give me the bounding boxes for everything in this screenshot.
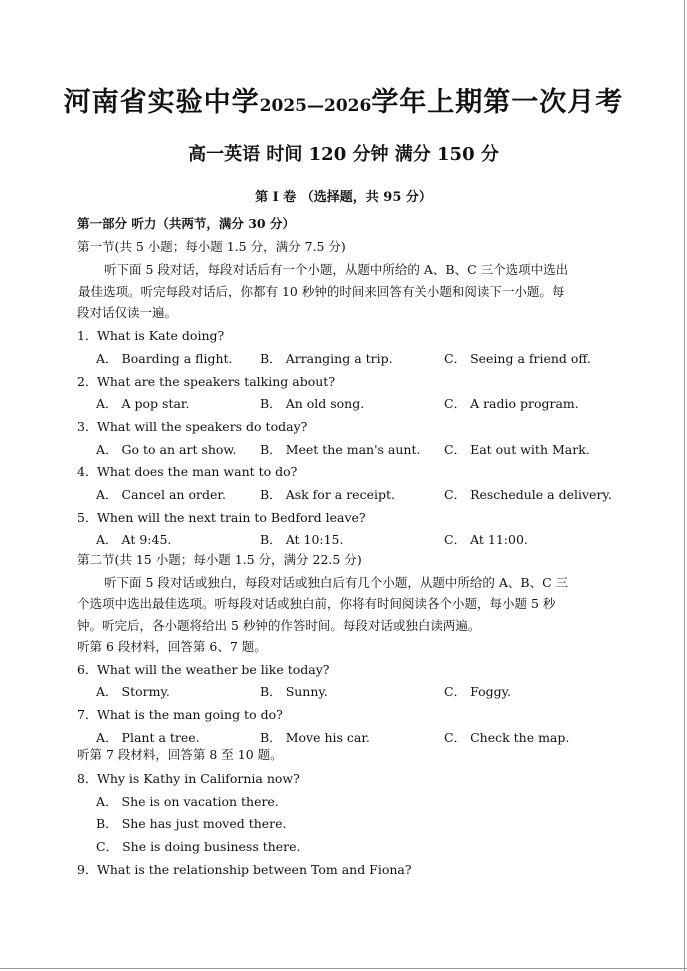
- section1-instruction-line: 听下面 5 段对话，每段对话后有一个小题，从题中所给的 A、B、C 三个选项中选出: [104, 262, 569, 277]
- option-b: B． An old song.: [260, 396, 365, 411]
- question-number: 7．: [77, 707, 98, 722]
- option-c: C． A radio program.: [444, 396, 579, 411]
- title-prefix: 河南省实验中学: [63, 87, 260, 118]
- question-text: What will the speakers do today?: [97, 419, 308, 434]
- exam-subtitle: 高一英语 时间 120 分钟 满分 150 分: [188, 144, 499, 165]
- question-number: 1．: [77, 328, 98, 343]
- question-1: [77, 326, 224, 344]
- question-3: [77, 417, 307, 435]
- section1-instruction-line: 段对话仅读一遍。: [77, 305, 178, 320]
- exam-title: [0, 80, 687, 119]
- option-c: C． Check the map.: [444, 730, 570, 745]
- question-text: Why is Kathy in California now?: [97, 771, 300, 786]
- option-c: C． Foggy.: [444, 684, 511, 699]
- option-c: C． Seeing a friend off.: [444, 351, 591, 366]
- question-number: 6．: [77, 662, 98, 677]
- option-c: C． Eat out with Mark.: [444, 442, 590, 457]
- part1-heading: 第一部分 听力（共两节，满分 30 分）: [77, 216, 295, 231]
- section2-heading: 第二节(共 15 小题；每小题 1.5 分，满分 22.5 分): [77, 552, 362, 567]
- section1-heading: 第一节(共 5 小题；每小题 1.5 分，满分 7.5 分): [77, 239, 346, 254]
- section2-instruction-line: 个选项中选出最佳选项。听每段对话或独白前，你将有时间阅读各个小题，每小题 5 秒: [77, 596, 556, 611]
- question-number: 4．: [77, 464, 98, 479]
- option-b: B． At 10:15.: [260, 532, 344, 547]
- question-8: [77, 769, 300, 787]
- option-a: A． At 9:45.: [96, 532, 172, 547]
- question-text: What is Kate doing?: [97, 328, 225, 343]
- option-a: A． Stormy.: [96, 684, 170, 699]
- question-text: When will the next train to Bedford leave?: [97, 510, 366, 525]
- question-2: [77, 372, 335, 390]
- option-b: B． Sunny.: [260, 684, 328, 699]
- option-b: B． Meet the man's aunt.: [260, 442, 421, 457]
- question-6: [77, 660, 330, 678]
- option-c: C． She is doing business there.: [96, 839, 301, 854]
- question-4: [77, 462, 297, 480]
- question-text: What will the weather be like today?: [97, 662, 330, 677]
- question-number: 3．: [77, 419, 98, 434]
- question-number: 2．: [77, 374, 98, 389]
- question-7: [77, 705, 283, 723]
- question-number: 9．: [77, 862, 98, 877]
- section2-instruction-line: 钟。听完后，各小题将给出 5 秒钟的作答时间。每段对话或独白读两遍。: [77, 618, 481, 633]
- option-a: A． Boarding a flight.: [96, 351, 233, 366]
- question-text: What is the man going to do?: [97, 707, 283, 722]
- option-a: A． A pop star.: [96, 396, 190, 411]
- option-b: B． Move his car.: [260, 730, 370, 745]
- option-b: B． She has just moved there.: [96, 816, 287, 831]
- material-7-note: 听第 7 段材料，回答第 8 至 10 题。: [77, 747, 283, 762]
- title-years: 2025—2026: [259, 96, 372, 116]
- material-6-note: 听第 6 段材料，回答第 6、7 题。: [77, 639, 267, 654]
- option-c: C． Reschedule a delivery.: [444, 487, 612, 502]
- section1-instruction-line: 最佳选项。听完每段对话后，你都有 10 秒钟的时间来回答有关小题和阅读下一小题。每: [78, 284, 565, 299]
- option-c: C． At 11:00.: [444, 532, 528, 547]
- option-b: B． Arranging a trip.: [260, 351, 393, 366]
- title-suffix: 学年上期第一次月考: [371, 87, 624, 118]
- option-a: A． Go to an art show.: [96, 442, 237, 457]
- volume-heading: 第 I 卷 （选择题，共 95 分）: [255, 190, 432, 205]
- section2-instruction-line: 听下面 5 段对话或独白，每段对话或独白后有几个小题，从题中所给的 A、B、C 三: [104, 575, 569, 590]
- option-a: A． Plant a tree.: [96, 730, 200, 745]
- option-a: A． She is on vacation there.: [96, 794, 279, 809]
- question-5: [77, 508, 366, 526]
- question-text: What are the speakers talking about?: [97, 374, 336, 389]
- option-a: A． Cancel an order.: [96, 487, 226, 502]
- question-text: What is the relationship between Tom and Fiona?: [97, 862, 412, 877]
- question-9: [77, 860, 412, 878]
- question-number: 8．: [77, 771, 98, 786]
- question-text: What does the man want to do?: [97, 464, 298, 479]
- question-number: 5．: [77, 510, 98, 525]
- page-border-bottom: [0, 968, 687, 969]
- option-b: B． Ask for a receipt.: [260, 487, 395, 502]
